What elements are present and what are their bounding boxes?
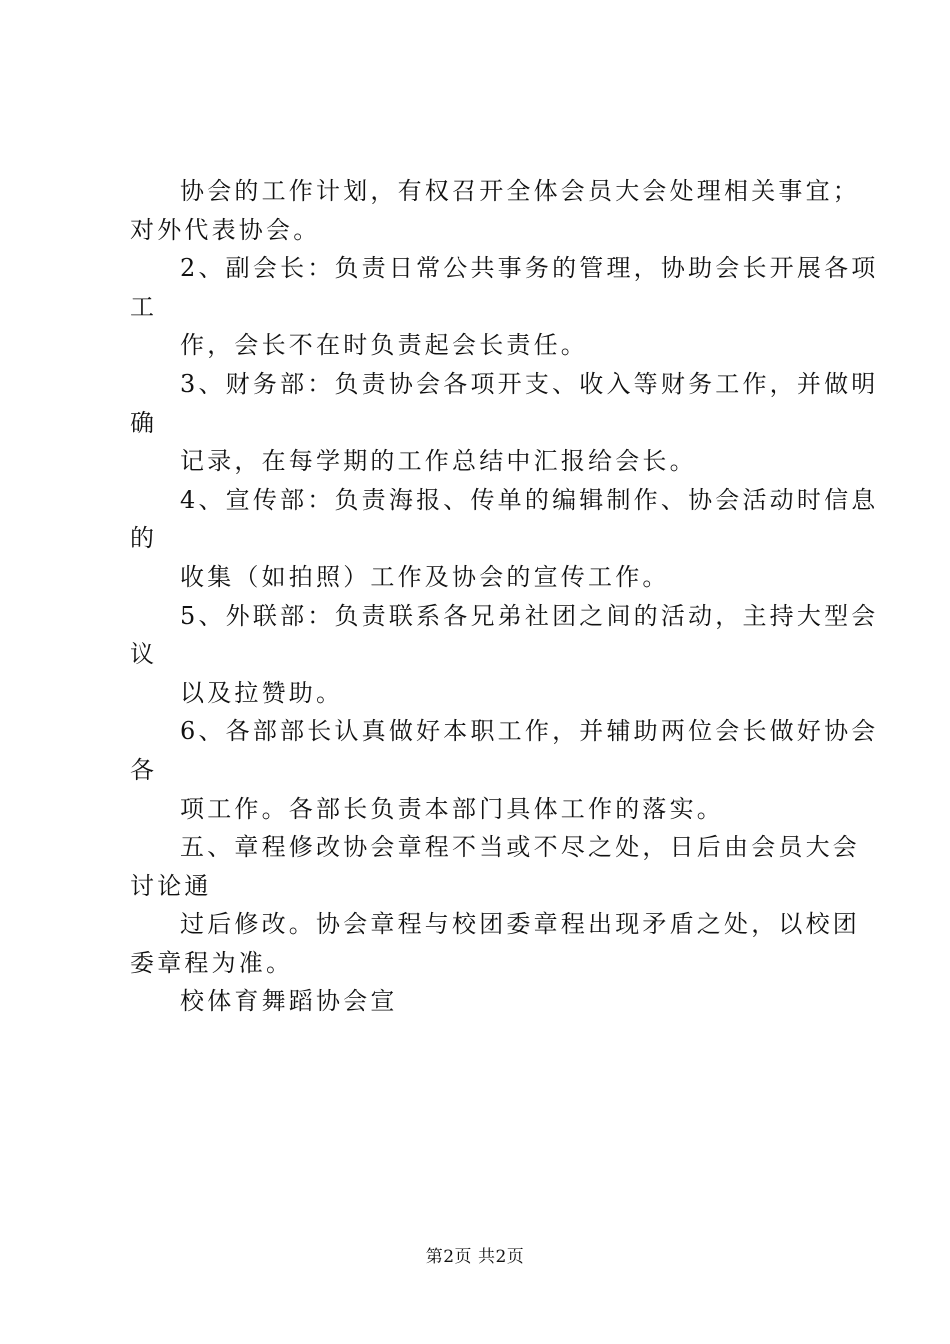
text-line: 过后修改。协会章程与校团委章程出现矛盾之处，以校团	[180, 910, 860, 939]
text-line: 2、副会长：负责日常公共事务的管理，协助会长开展各项	[180, 254, 879, 283]
text-line: 作，会长不在时负责起会长责任。	[180, 331, 588, 360]
text-line: 确	[130, 408, 158, 437]
text-line: 各	[130, 755, 158, 784]
text-line: 校体育舞蹈协会宣	[180, 987, 398, 1016]
page-number-footer: 第2页 共2页	[425, 1247, 525, 1267]
text-line: 项工作。各部长负责本部门具体工作的落实。	[180, 794, 724, 823]
text-line: 以及拉赞助。	[180, 678, 344, 707]
text-line: 委章程为准。	[130, 948, 294, 977]
text-line: 议	[130, 640, 158, 669]
document-body	[130, 172, 879, 1021]
text-line: 5、外联部：负责联系各兄弟社团之间的活动，主持大型会	[180, 601, 879, 630]
text-line: 五、章程修改协会章程不当或不尽之处，日后由会员大会	[180, 833, 860, 862]
text-line: 4、宣传部：负责海报、传单的编辑制作、协会活动时信息	[180, 485, 879, 514]
text-line: 工	[130, 292, 158, 321]
text-line: 6、各部部长认真做好本职工作，并辅助两位会长做好协会	[180, 717, 879, 746]
text-line: 对外代表协会。	[130, 215, 321, 244]
text-line: 讨论通	[130, 871, 212, 900]
text-line: 的	[130, 524, 158, 553]
text-line: 记录，在每学期的工作总结中汇报给会长。	[180, 447, 697, 476]
text-line: 收集（如拍照）工作及协会的宣传工作。	[180, 562, 670, 591]
text-line: 协会的工作计划，有权召开全体会员大会处理相关事宜；	[180, 177, 860, 205]
text-line: 3、财务部：负责协会各项开支、收入等财务工作，并做明	[180, 369, 879, 398]
